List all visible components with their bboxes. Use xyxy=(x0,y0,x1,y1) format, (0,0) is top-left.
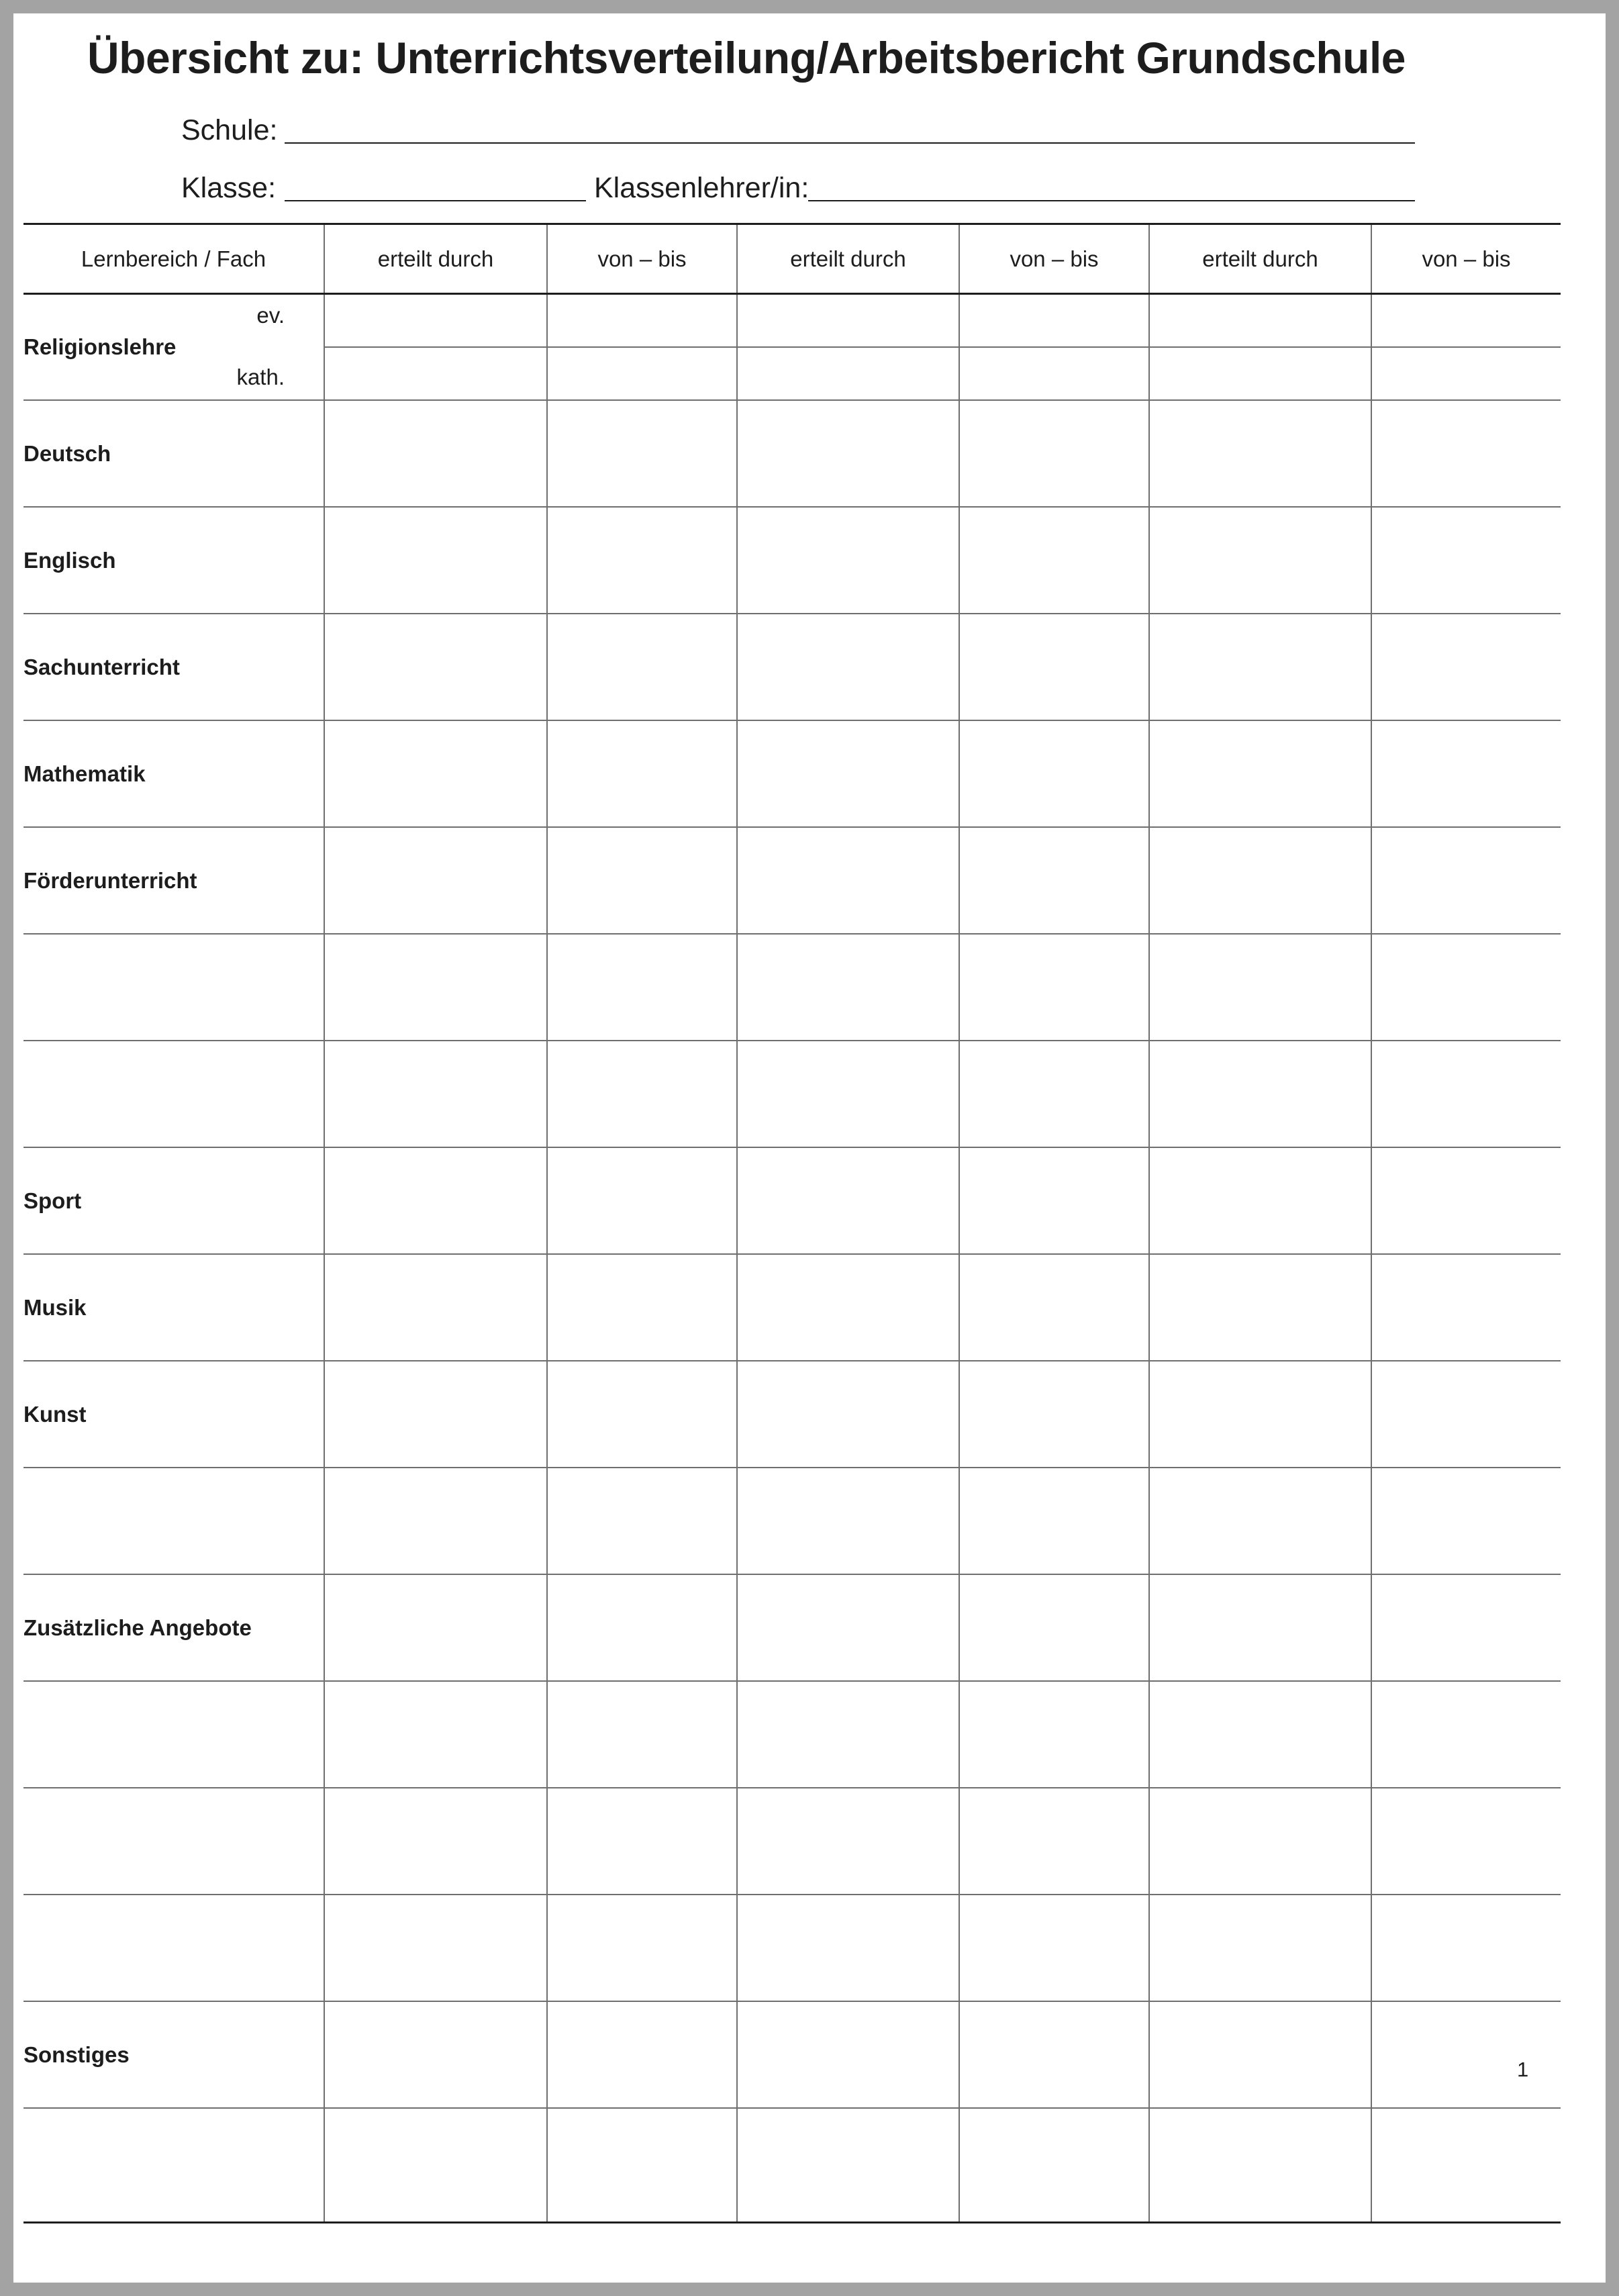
table-row xyxy=(23,1041,1561,1147)
subject-cell xyxy=(23,1041,324,1147)
entry-cell[interactable] xyxy=(737,1041,959,1147)
entry-cell[interactable] xyxy=(324,720,547,827)
religion-cell xyxy=(23,294,324,401)
religion-kath-label: kath. xyxy=(236,365,285,389)
religion-ev-label: ev. xyxy=(256,303,285,328)
table-row xyxy=(23,934,1561,1041)
entry-cell[interactable] xyxy=(737,294,959,347)
table-row xyxy=(23,1468,1561,1574)
header-period-1: von – bis xyxy=(547,224,737,294)
entry-cell[interactable] xyxy=(324,507,547,614)
entry-cell[interactable] xyxy=(1371,2108,1561,2222)
school-field[interactable] xyxy=(285,142,1415,144)
entry-cell[interactable] xyxy=(1371,1895,1561,2001)
table-row xyxy=(23,1147,1561,1254)
entry-cell[interactable] xyxy=(324,1788,547,1895)
entry-cell[interactable] xyxy=(1371,1041,1561,1147)
subject-cell: Kunst xyxy=(23,1361,324,1468)
entry-cell[interactable] xyxy=(1149,1895,1371,2001)
entry-cell[interactable] xyxy=(1371,720,1561,827)
entry-cell[interactable] xyxy=(737,1254,959,1361)
entry-cell[interactable] xyxy=(324,400,547,507)
entry-cell[interactable] xyxy=(959,400,1149,507)
entry-cell[interactable] xyxy=(547,1361,737,1468)
entry-cell[interactable] xyxy=(1149,2001,1371,2108)
table-header-row xyxy=(23,224,1561,294)
entry-cell[interactable] xyxy=(737,1574,959,1681)
school-label: Schule: xyxy=(181,114,278,146)
table-row xyxy=(23,1788,1561,1895)
subject-cell: Sport xyxy=(23,1147,324,1254)
entry-cell[interactable] xyxy=(959,347,1149,400)
entry-cell[interactable] xyxy=(959,507,1149,614)
entry-cell[interactable] xyxy=(959,1361,1149,1468)
entry-cell[interactable] xyxy=(1149,1041,1371,1147)
entry-cell[interactable] xyxy=(547,2108,737,2222)
entry-cell[interactable] xyxy=(1149,507,1371,614)
entry-cell[interactable] xyxy=(959,1788,1149,1895)
entry-cell[interactable] xyxy=(324,1147,547,1254)
class-field[interactable] xyxy=(285,200,586,201)
entry-cell[interactable] xyxy=(1371,507,1561,614)
entry-cell[interactable] xyxy=(547,2001,737,2108)
entry-cell[interactable] xyxy=(324,347,547,400)
header-taught-by-3: erteilt durch xyxy=(1149,224,1371,294)
entry-cell[interactable] xyxy=(737,347,959,400)
entry-cell[interactable] xyxy=(1149,294,1371,347)
entry-cell[interactable] xyxy=(324,1468,547,1574)
entry-cell[interactable] xyxy=(1371,1788,1561,1895)
entry-cell[interactable] xyxy=(547,1788,737,1895)
entry-cell[interactable] xyxy=(324,1041,547,1147)
header-period-3: von – bis xyxy=(1371,224,1561,294)
header-subject: Lernbereich / Fach xyxy=(23,224,324,294)
entry-cell[interactable] xyxy=(324,934,547,1041)
entry-cell[interactable] xyxy=(1149,347,1371,400)
entry-cell[interactable] xyxy=(547,1041,737,1147)
table-row xyxy=(23,2108,1561,2222)
subject-cell xyxy=(23,934,324,1041)
entry-cell[interactable] xyxy=(1149,1788,1371,1895)
entry-cell[interactable] xyxy=(547,347,737,400)
entry-cell[interactable] xyxy=(1371,614,1561,720)
entry-cell[interactable] xyxy=(959,1254,1149,1361)
entry-cell[interactable] xyxy=(1149,1681,1371,1788)
entry-cell[interactable] xyxy=(547,507,737,614)
entry-cell[interactable] xyxy=(737,400,959,507)
entry-cell[interactable] xyxy=(737,1468,959,1574)
entry-cell[interactable] xyxy=(324,294,547,347)
entry-cell[interactable] xyxy=(547,1895,737,2001)
entry-cell[interactable] xyxy=(547,1574,737,1681)
entry-cell[interactable] xyxy=(737,2001,959,2108)
subject-cell xyxy=(23,2108,324,2222)
entry-cell[interactable] xyxy=(547,1147,737,1254)
table-row xyxy=(23,614,1561,720)
entry-cell[interactable] xyxy=(324,1681,547,1788)
entry-cell[interactable] xyxy=(547,934,737,1041)
entry-cell[interactable] xyxy=(737,827,959,934)
entry-cell[interactable] xyxy=(959,934,1149,1041)
table-row xyxy=(23,1574,1561,1681)
subject-cell: Mathematik xyxy=(23,720,324,827)
table-row xyxy=(23,2001,1561,2108)
entry-cell[interactable] xyxy=(1371,827,1561,934)
entry-cell[interactable] xyxy=(1371,1681,1561,1788)
entry-cell[interactable] xyxy=(324,1361,547,1468)
entry-cell[interactable] xyxy=(547,294,737,347)
entry-cell[interactable] xyxy=(1371,1254,1561,1361)
subject-cell xyxy=(23,1681,324,1788)
entry-cell[interactable] xyxy=(324,614,547,720)
subject-cell xyxy=(23,1788,324,1895)
table-row xyxy=(23,1361,1561,1468)
entry-cell[interactable] xyxy=(737,1147,959,1254)
entry-cell[interactable] xyxy=(1371,1147,1561,1254)
entry-cell[interactable] xyxy=(547,1681,737,1788)
header-period-2: von – bis xyxy=(959,224,1149,294)
table-row xyxy=(23,507,1561,614)
entry-cell[interactable] xyxy=(737,1681,959,1788)
entry-cell[interactable] xyxy=(959,614,1149,720)
entry-cell[interactable] xyxy=(1149,400,1371,507)
entry-cell[interactable] xyxy=(324,2108,547,2222)
entry-cell[interactable] xyxy=(1149,934,1371,1041)
table-row xyxy=(23,400,1561,507)
entry-cell[interactable] xyxy=(1371,294,1561,347)
entry-cell[interactable] xyxy=(1149,827,1371,934)
entry-cell[interactable] xyxy=(959,827,1149,934)
entry-cell[interactable] xyxy=(737,614,959,720)
subject-cell: Sonstiges xyxy=(23,2001,324,2108)
subject-cell xyxy=(23,1895,324,2001)
entry-cell[interactable] xyxy=(1371,1574,1561,1681)
entry-cell[interactable] xyxy=(1371,1468,1561,1574)
entry-cell[interactable] xyxy=(547,1254,737,1361)
subject-cell: Sachunterricht xyxy=(23,614,324,720)
teacher-field[interactable] xyxy=(808,200,1415,201)
entry-cell[interactable] xyxy=(1371,2001,1561,2108)
entry-cell[interactable] xyxy=(1149,614,1371,720)
table-row xyxy=(23,1254,1561,1361)
document-page xyxy=(13,13,1606,2283)
entry-cell[interactable] xyxy=(324,1574,547,1681)
religion-label: Religionslehre xyxy=(23,334,177,359)
page-title: Übersicht zu: Unterrichtsverteilung/Arbeitsbericht Grundschule xyxy=(87,33,1406,83)
entry-cell[interactable] xyxy=(1371,347,1561,400)
subject-cell: Deutsch xyxy=(23,400,324,507)
class-label: Klasse: xyxy=(181,172,277,204)
entry-cell[interactable] xyxy=(737,934,959,1041)
entry-cell[interactable] xyxy=(959,2108,1149,2222)
entry-cell[interactable] xyxy=(737,2108,959,2222)
entry-cell[interactable] xyxy=(547,1468,737,1574)
entry-cell[interactable] xyxy=(547,827,737,934)
header-taught-by-1: erteilt durch xyxy=(324,224,547,294)
entry-cell[interactable] xyxy=(1371,400,1561,507)
entry-cell[interactable] xyxy=(959,720,1149,827)
entry-cell[interactable] xyxy=(737,507,959,614)
entry-cell[interactable] xyxy=(324,2001,547,2108)
subject-cell: Englisch xyxy=(23,507,324,614)
entry-cell[interactable] xyxy=(547,720,737,827)
entry-cell[interactable] xyxy=(737,1895,959,2001)
entry-cell[interactable] xyxy=(547,400,737,507)
entry-cell[interactable] xyxy=(324,827,547,934)
entry-cell[interactable] xyxy=(1149,1147,1371,1254)
entry-cell[interactable] xyxy=(324,1895,547,2001)
entry-cell[interactable] xyxy=(324,1254,547,1361)
entry-cell[interactable] xyxy=(959,294,1149,347)
entry-cell[interactable] xyxy=(959,1468,1149,1574)
subject-cell: Musik xyxy=(23,1254,324,1361)
entry-cell[interactable] xyxy=(959,1681,1149,1788)
teacher-label: Klassenlehrer/in: xyxy=(594,172,810,204)
entry-cell[interactable] xyxy=(1371,934,1561,1041)
entry-cell[interactable] xyxy=(959,1574,1149,1681)
entry-cell[interactable] xyxy=(1149,1574,1371,1681)
entry-cell[interactable] xyxy=(737,1361,959,1468)
entry-cell[interactable] xyxy=(1371,1361,1561,1468)
table-row xyxy=(23,720,1561,827)
subject-cell xyxy=(23,1468,324,1574)
table-row xyxy=(23,827,1561,934)
table-row xyxy=(23,1895,1561,2001)
entry-cell[interactable] xyxy=(737,1788,959,1895)
entry-cell[interactable] xyxy=(737,720,959,827)
entry-cell[interactable] xyxy=(1149,1468,1371,1574)
entry-cell[interactable] xyxy=(959,1895,1149,2001)
entry-cell[interactable] xyxy=(1149,720,1371,827)
page-number: 1 xyxy=(1517,2058,1529,2081)
entry-cell[interactable] xyxy=(959,1041,1149,1147)
subject-cell: Förderunterricht xyxy=(23,827,324,934)
table-row-religion-ev xyxy=(23,294,1561,347)
schedule-table xyxy=(23,223,1561,2223)
table-row xyxy=(23,1681,1561,1788)
entry-cell[interactable] xyxy=(1149,2108,1371,2222)
entry-cell[interactable] xyxy=(959,1147,1149,1254)
entry-cell[interactable] xyxy=(547,614,737,720)
header-taught-by-2: erteilt durch xyxy=(737,224,959,294)
entry-cell[interactable] xyxy=(959,2001,1149,2108)
entry-cell[interactable] xyxy=(1149,1254,1371,1361)
subject-cell: Zusätzliche Angebote xyxy=(23,1574,324,1681)
entry-cell[interactable] xyxy=(1149,1361,1371,1468)
